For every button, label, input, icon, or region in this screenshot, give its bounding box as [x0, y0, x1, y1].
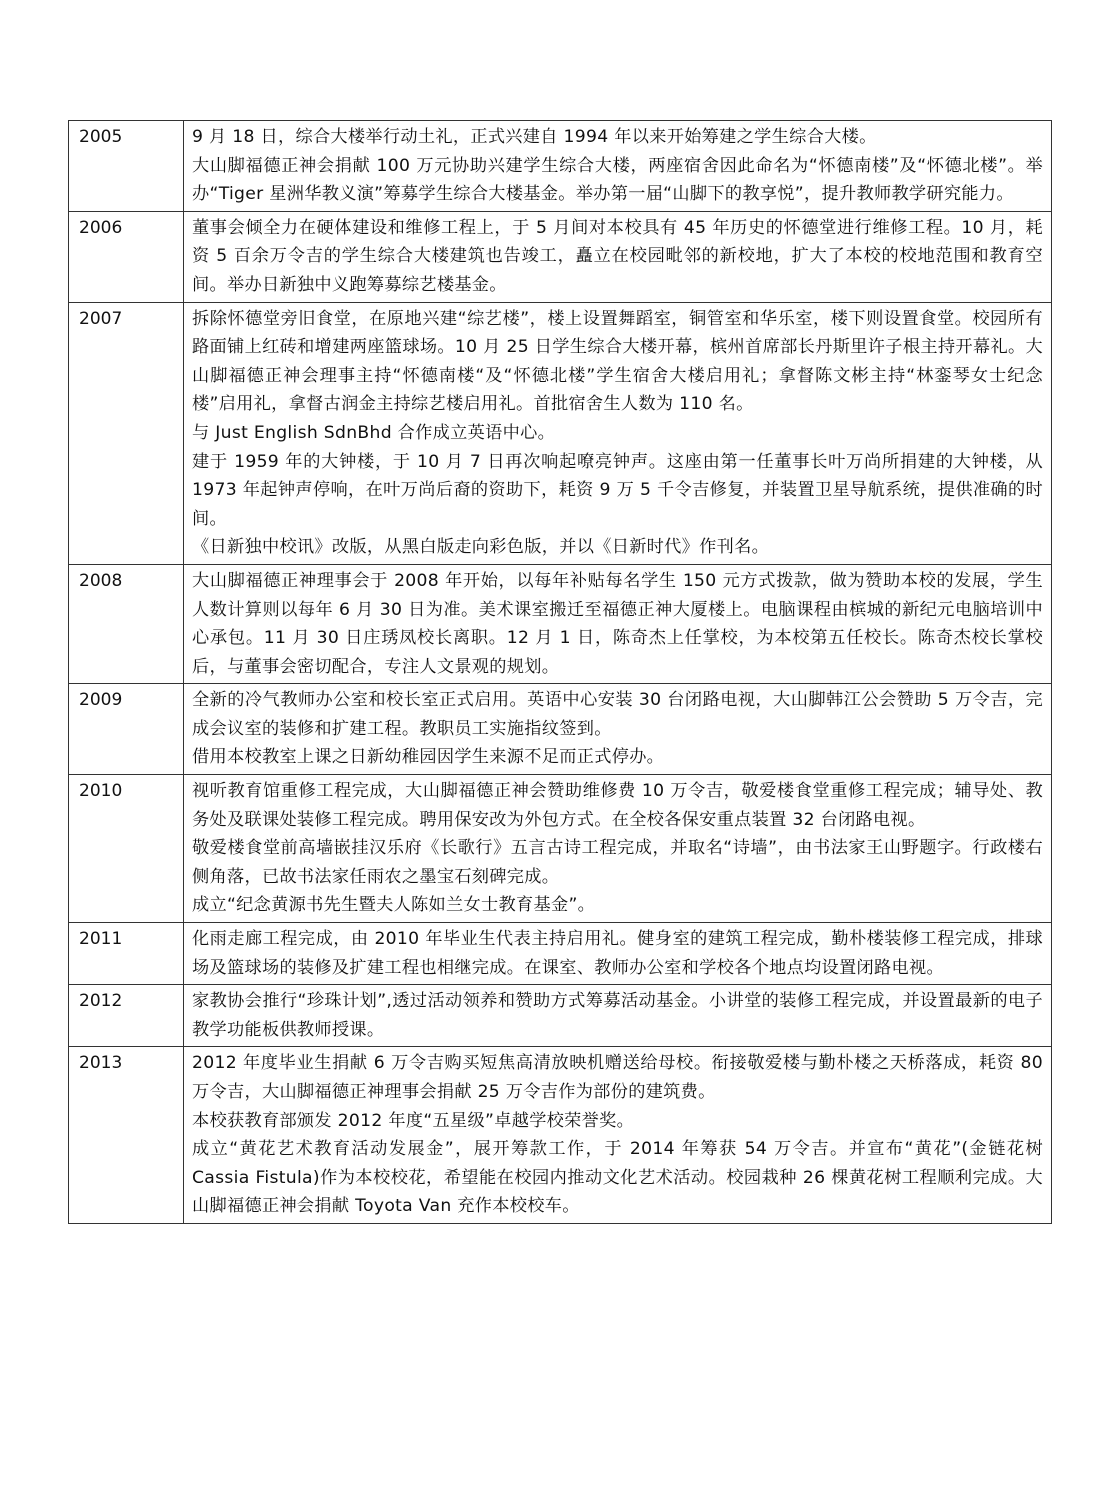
- year-cell: 2009: [69, 684, 184, 775]
- event-cell: [184, 302, 1052, 564]
- event-paragraph: 2012 年度毕业生捐献 6 万令吉购买短焦高清放映机赠送给母校。衔接敬爱楼与勤朴楼之天桥落成，耗资 80 万令吉，大山脚福德正神理事会捐献 25 万令吉作为部份的建筑费。: [192, 1053, 1043, 1102]
- event-paragraph: 大山脚福德正神会捐献 100 万元协助兴建学生综合大楼，两座宿舍因此命名为“怀德南楼”及“怀德北楼”。举办“Tiger 星洲华教义演”筹募学生综合大楼基金。举办第一届“山脚下的教享悦”，提升教师教学研究能力。: [192, 155, 1043, 205]
- table-row: [69, 211, 1052, 302]
- timeline-table: [68, 120, 1052, 1224]
- event-paragraph: 建于 1959 年的大钟楼，于 10 月 7 日再次响起嘹亮钟声。这座由第一任董事长叶万尚所捐建的大钟楼，从 1973 年起钟声停响，在叶万尚后裔的资助下，耗资 9 万 5 千令吉修复，并装置卫星导航系统，提供准确的时间。: [192, 451, 1043, 529]
- event-cell: [184, 923, 1052, 985]
- event-cell: [184, 121, 1052, 212]
- year-cell: 2013: [69, 1047, 184, 1224]
- event-cell: [184, 985, 1052, 1047]
- event-paragraph: 借用本校教室上课之日新幼稚园因学生来源不足而正式停办。: [192, 747, 665, 768]
- event-paragraph: 敬爱楼食堂前高墙嵌挂汉乐府《长歌行》五言古诗工程完成，并取名“诗墙”，由书法家王山野题字。行政楼右侧角落，已故书法家任雨农之墨宝石刻碑完成。: [192, 838, 1043, 887]
- event-paragraph: 视听教育馆重修工程完成，大山脚福德正神会赞助维修费 10 万令吉，敬爱楼食堂重修工程完成；辅导处、教务处及联课处装修工程完成。聘用保安改为外包方式。在全校各保安重点装置 32 台闭路电视。: [192, 781, 1043, 830]
- event-paragraph: 拆除怀德堂旁旧食堂，在原地兴建“综艺楼”，楼上设置舞蹈室，铜管室和华乐室，楼下则设置食堂。校园所有路面铺上红砖和增建两座篮球场。10 月 25 日学生综合大楼开幕，槟州首席部长丹斯里许子根主持开幕礼。大山脚福德正神会理事主持“怀德南楼“及“怀德北楼”学生宿舍大楼启用礼；拿督陈文彬主持“林銮琴女士纪念楼”启用礼，拿督古润金主持综艺楼启用礼。首批宿舍生人数为 110 名。: [192, 308, 1043, 415]
- year-cell: 2010: [69, 775, 184, 923]
- event-paragraph: 大山脚福德正神理事会于 2008 年开始，以每年补贴每名学生 150 元方式拨款，做为赞助本校的发展，学生人数计算则以每年 6 月 30 日为准。美术课室搬迁至福德正神大厦楼上。电脑课程由槟城的新纪元电脑培训中心承包。11 月 30 日庄琇凤校长离职。12 月 1 日，陈奇杰上任掌校，为本校第五任校长。陈奇杰校长掌校后，与董事会密切配合，专注人文景观的规划。: [192, 570, 1043, 677]
- event-cell: [184, 211, 1052, 302]
- table-row: [69, 985, 1052, 1047]
- event-paragraph: 成立“黄花艺术教育活动发展金”，展开筹款工作，于 2014 年筹获 54 万令吉。并宣布“黄花”(金链花树 Cassia Fistula)作为本校校花，希望能在校园内推动文化艺术活动。校园栽种 26 棵黄花树工程顺利完成。大山脚福德正神会捐献 Toyota Van 充作本校校车。: [192, 1139, 1043, 1217]
- table-row: [69, 121, 1052, 212]
- table-row: [69, 775, 1052, 923]
- year-cell: 2005: [69, 121, 184, 212]
- year-cell: 2012: [69, 985, 184, 1047]
- event-paragraph: 成立“纪念黄源书先生暨夫人陈如兰女士教育基金”。: [192, 895, 596, 916]
- table-row: [69, 302, 1052, 564]
- event-paragraph: 与 Just English SdnBhd 合作成立英语中心。: [192, 422, 556, 443]
- event-paragraph: 本校获教育部颁发 2012 年度“五星级”卓越学校荣誉奖。: [192, 1110, 635, 1131]
- event-paragraph: 化雨走廊工程完成，由 2010 年毕业生代表主持启用礼。健身室的建筑工程完成，勤朴楼装修工程完成，排球场及篮球场的装修及扩建工程也相继完成。在课室、教师办公室和学校各个地点均设置闭路电视。: [192, 929, 1043, 978]
- year-cell: 2011: [69, 923, 184, 985]
- event-paragraph: 董事会倾全力在硬体建设和维修工程上，于 5 月间对本校具有 45 年历史的怀德堂进行维修工程。10 月，耗资 5 百余万令吉的学生综合大楼建筑也告竣工，矗立在校园毗邻的新校地，扩大了本校的校地范围和教育空间。举办日新独中义跑筹募综艺楼基金。: [192, 217, 1043, 295]
- event-paragraph: 9 月 18 日，综合大楼举行动土礼，正式兴建自 1994 年以来开始筹建之学生综合大楼。: [192, 127, 877, 147]
- event-cell: [184, 684, 1052, 775]
- event-cell: [184, 1047, 1052, 1224]
- year-cell: 2006: [69, 211, 184, 302]
- year-cell: 2008: [69, 564, 184, 683]
- table-row: [69, 684, 1052, 775]
- table-row: [69, 564, 1052, 683]
- year-cell: 2007: [69, 302, 184, 564]
- table-row: [69, 923, 1052, 985]
- event-cell: [184, 564, 1052, 683]
- event-paragraph: 家教协会推行“珍珠计划”,透过活动领养和赞助方式筹募活动基金。小讲堂的装修工程完成，并设置最新的电子教学功能板供教师授课。: [192, 991, 1043, 1040]
- event-cell: [184, 775, 1052, 923]
- event-paragraph: 《日新独中校讯》改版，从黑白版走向彩色版，并以《日新时代》作刊名。: [192, 537, 770, 558]
- table-row: [69, 1047, 1052, 1224]
- event-paragraph: 全新的冷气教师办公室和校长室正式启用。英语中心安装 30 台闭路电视，大山脚韩江公会赞助 5 万令吉，完成会议室的装修和扩建工程。教职员工实施指纹签到。: [192, 690, 1043, 739]
